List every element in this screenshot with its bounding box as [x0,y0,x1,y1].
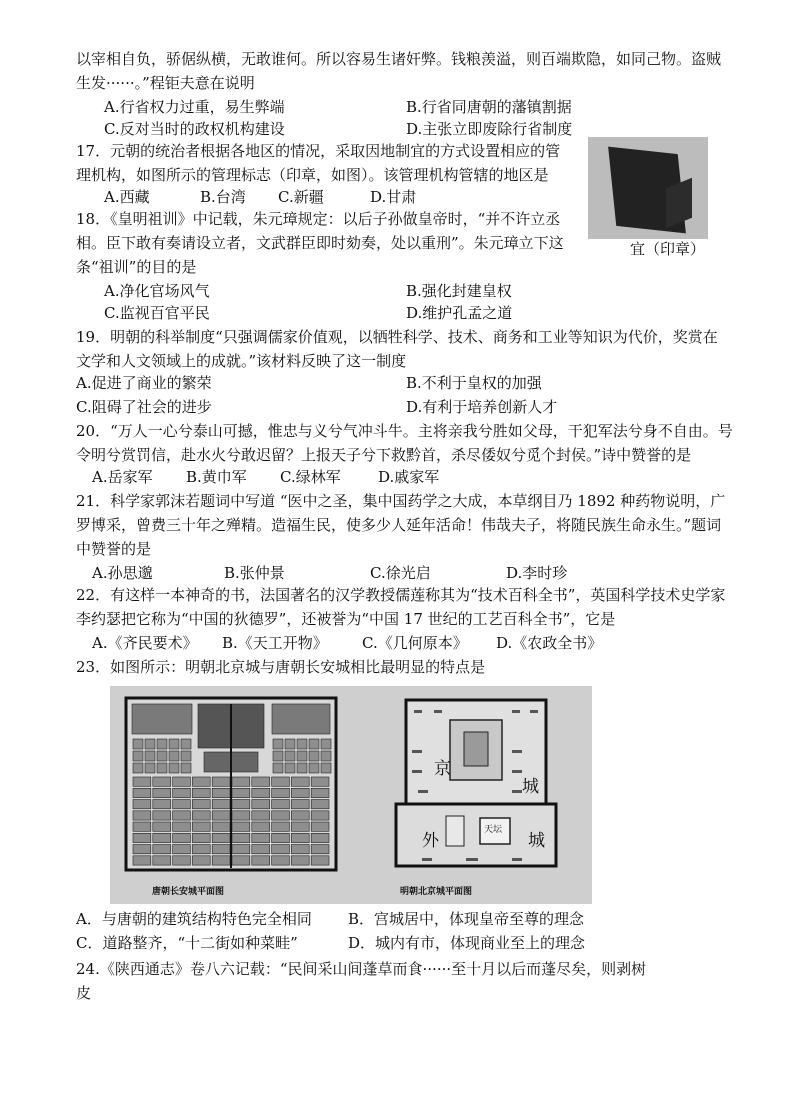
q21-option-d[interactable]: D.李时珍 [506,564,568,582]
q19-option-b[interactable]: B.不利于皇权的加强 [406,374,542,392]
q21-text-line2: 罗博采，曾费三十年之殚精。造福生民，使多少人延年活命！伟哉夫子，将随民族生命永生。”题词 [76,516,722,534]
ward-block [133,763,143,773]
q22-option-d[interactable]: D.《农政全书》 [496,634,603,652]
ward-block [133,751,143,761]
ward-block [153,777,171,786]
ward-block [272,856,290,865]
seal-caption: 宜（印章） [630,240,706,258]
ward-block [321,751,331,761]
q19-option-a[interactable]: A.促进了商业的繁荣 [76,374,212,392]
ward-block [285,739,295,749]
q19-option-d[interactable]: D.有利于培养创新人才 [406,398,558,416]
ward-block [169,739,179,749]
ward-block [252,845,270,854]
q19-text-line1: 19．明朝的科举制度“只强调儒家价值观，以牺牲科学、技术、商务和工业等知识为代价，奖赏在 [76,328,718,346]
ward-block [252,811,270,820]
q16-option-a[interactable]: A.行省权力过重，易生弊端 [104,98,285,116]
map-label-tiantan: 天坛 [484,825,503,835]
ward-block [285,751,295,761]
ward-block [192,833,210,842]
ward-block [311,856,329,865]
ward-block [252,800,270,809]
ward-block [192,856,210,865]
ward-block [133,788,151,797]
ward-block [232,777,250,786]
ward-block [252,822,270,831]
q21-text-line3: 中赞誉的是 [76,540,152,558]
q18-text-line2: 相。臣下敢有奏请设立者，文武群臣即时劾奏，处以重刑”。朱元璋立下这 [76,234,564,252]
ward-block [297,763,307,773]
ward-block [173,845,191,854]
ward-block [212,788,230,797]
q20-option-b[interactable]: B.黄巾军 [186,468,247,486]
ward-block [273,763,283,773]
ward-block [212,845,230,854]
ward-block [252,856,270,865]
ward-block [133,811,151,820]
q18-option-b[interactable]: B.强化封建皇权 [406,282,512,300]
q16-option-b[interactable]: B.行省同唐朝的藩镇割据 [406,98,572,116]
city-maps-figure [110,686,592,904]
q23-option-d[interactable]: D．城内有市，体现商业至上的理念 [348,934,586,952]
ward-block [157,751,167,761]
ward-block [212,800,230,809]
q17-option-c[interactable]: C.新疆 [278,188,324,206]
map-label-jing: 京 [434,759,451,779]
ward-block [232,822,250,831]
ward-block [291,800,309,809]
q17-option-d[interactable]: D.甘肃 [370,188,417,206]
q22-text-line1: 22．有这样一本神奇的书，法国著名的汉学教授儒莲称其为“技术百科全书”，英国科学技术史学家 [76,586,726,604]
ward-block [173,856,191,865]
ward-block [311,845,329,854]
q20-text-line2: 令明兮赏罚信，赴水火兮敢迟留？上报天子兮下救黔首，杀尽倭奴兮觅个封侯。”诗中赞誉的是 [76,446,692,464]
ward-block [272,800,290,809]
ward-block [273,751,283,761]
ward-block [157,739,167,749]
ward-block [133,777,151,786]
ward-block [321,739,331,749]
q20-option-d[interactable]: D.戚家军 [378,468,440,486]
ward-block [153,833,171,842]
ward-block [232,811,250,820]
ward-block [285,763,295,773]
ward-block [212,777,230,786]
ward-block [153,811,171,820]
ward-block [153,856,171,865]
ward-block [153,800,171,809]
ward-block [232,833,250,842]
map-label-cheng2: 城 [528,831,545,851]
ward-block [173,833,191,842]
ward-block [157,763,167,773]
q23-text-line1: 23．如图所示：明朝北京城与唐朝长安城相比最明显的特点是 [76,658,486,676]
q18-text-line1: 18．《皇明祖训》中记载，朱元璋规定：以后子孙做皇帝时，“并不许立丞 [76,210,561,228]
ward-block [272,833,290,842]
ward-block [169,763,179,773]
q23-option-c[interactable]: C．道路整齐，“十二街如种菜畦” [76,934,298,952]
ward-block [192,811,210,820]
ward-block [309,739,319,749]
ward-block [212,856,230,865]
ward-block [297,751,307,761]
q24-text-line1: 24.《陕西通志》卷八六记载：“民间采山间蓬草而食······至十月以后而蓬尽矣，则剥树 [76,960,647,978]
q18-option-c[interactable]: C.监视百官平民 [104,304,210,322]
ward-block [311,777,329,786]
ward-block [192,788,210,797]
ward-block [173,788,191,797]
ward-block [272,788,290,797]
q16-text-line1: 以宰相自负，骄倨纵横，无敢谁何。所以容易生诸奸弊。钱粮羡溢，则百端欺隐，如同己物。盗贼 [76,50,722,68]
ward-block [173,811,191,820]
ward-block [311,822,329,831]
ward-block [153,822,171,831]
ward-block [192,800,210,809]
q18-option-a[interactable]: A.净化官场风气 [104,282,210,300]
ward-block [309,763,319,773]
q18-option-d[interactable]: D.维护孔孟之道 [406,304,513,322]
ward-block [252,788,270,797]
ward-block [173,822,191,831]
ward-block [133,856,151,865]
ward-block [145,739,155,749]
ward-block [153,845,171,854]
ward-block [291,822,309,831]
ward-block [145,751,155,761]
ward-block [291,833,309,842]
ward-block [291,777,309,786]
q24-text-line2: 皮 [76,984,92,1002]
q22-option-a[interactable]: A.《齐民要术》 [92,634,198,652]
ward-block [181,751,191,761]
ward-block [169,751,179,761]
ward-block [272,845,290,854]
ward-block [212,811,230,820]
changan-map [124,696,338,874]
ward-block [212,822,230,831]
beijing-map [362,690,578,878]
ward-block [291,788,309,797]
ward-block [145,763,155,773]
ward-block [311,833,329,842]
q17-option-a[interactable]: A.西藏 [104,188,150,206]
ward-block [311,788,329,797]
q17-option-b[interactable]: B.台湾 [200,188,246,206]
q16-option-d[interactable]: D.主张立即废除行省制度 [406,120,573,138]
q22-text-line2: 李约瑟把它称为“中国的狄德罗”，还被誉为“中国 17 世纪的工艺百科全书”，它是 [76,610,616,628]
ward-block [133,822,151,831]
ward-block [232,845,250,854]
q23-option-b[interactable]: B．宫城居中，体现皇帝至尊的理念 [348,910,585,928]
q21-text-line1: 21．科学家郭沫若题词中写道 “医中之圣，集中国药学之大成，本草纲目乃 1892 种药物说明，广 [76,492,726,510]
map-label-cheng: 城 [522,777,539,797]
ward-block [272,811,290,820]
q18-text-line3: 条“祖训”的目的是 [76,258,197,276]
q22-option-c[interactable]: C.《几何原本》 [362,634,468,652]
q20-text-line1: 20．“万人一心兮泰山可撼，惟忠与义兮气冲斗牛。主将亲我兮胜如父母，干犯军法兮身不自由。号 [76,422,733,440]
ward-block [272,777,290,786]
q20-option-a[interactable]: A.岳家军 [92,468,153,486]
q23-option-a[interactable]: A．与唐朝的建筑结构特色完全相同 [76,910,312,928]
q16-text-line2: 生发······。”程钜夫意在说明 [76,74,255,92]
ward-block [232,788,250,797]
ward-block [133,833,151,842]
ward-block [252,833,270,842]
ward-block [181,763,191,773]
q17-text-line2: 理机构，如图所示的管理标志（印章，如图）。该管理机构管辖的地区是 [76,166,549,184]
beijing-map-caption: 明朝北京城平面图 [400,887,473,897]
ward-block [291,845,309,854]
seal-image [588,137,708,239]
seal-shape-side [666,178,692,229]
q16-option-c[interactable]: C.反对当时的政权机构建设 [104,120,285,138]
q19-option-c[interactable]: C.阻碍了社会的进步 [76,398,212,416]
ward-block [272,822,290,831]
ward-block [311,811,329,820]
ward-block [297,739,307,749]
ward-block [192,777,210,786]
ward-block [273,739,283,749]
ward-block [232,800,250,809]
q19-text-line2: 文学和人文领域上的成就。”该材料反映了这一制度 [76,352,407,370]
ward-block [133,739,143,749]
ward-block [173,777,191,786]
ward-block [192,822,210,831]
ward-block [291,811,309,820]
ward-block [311,800,329,809]
ward-block [321,763,331,773]
q21-option-a[interactable]: A.孙思邈 [92,564,153,582]
ward-block [173,800,191,809]
ward-block [192,845,210,854]
q22-option-b[interactable]: B.《天工开物》 [222,634,328,652]
q21-option-c[interactable]: C.徐光启 [370,564,431,582]
q20-option-c[interactable]: C.绿林军 [280,468,341,486]
ward-block [133,800,151,809]
ward-block [212,833,230,842]
q21-option-b[interactable]: B.张仲景 [224,564,285,582]
ward-block [232,856,250,865]
changan-map-caption: 唐朝长安城平面图 [152,887,225,897]
q17-text-line1: 17．元朝的统治者根据各地区的情况，采取因地制宜的方式设置相应的管 [76,142,561,160]
ward-block [291,856,309,865]
ward-block [181,739,191,749]
ward-block [309,751,319,761]
ward-block [133,845,151,854]
ward-block [153,788,171,797]
map-label-wai: 外 [422,831,439,851]
ward-block [252,777,270,786]
